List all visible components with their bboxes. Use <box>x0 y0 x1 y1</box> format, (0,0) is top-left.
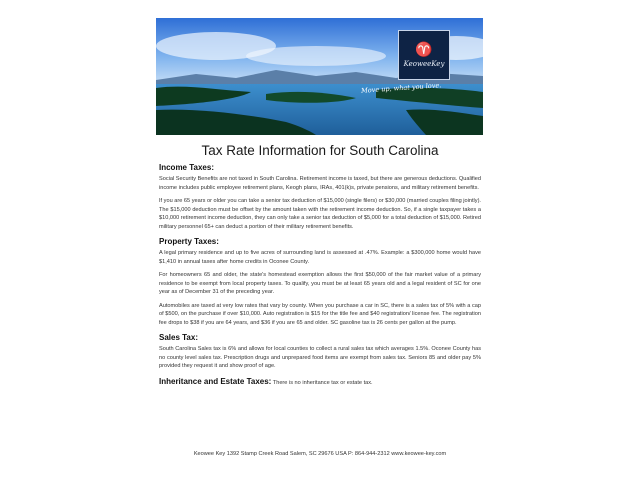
sales-tax-section <box>159 333 481 371</box>
sales-tax-paragraph: South Carolina Sales tax is 6% and allows for local counties to collect a rural sales tax which averages 1.5%. Oconee County has no county level sales tax. Prescription drugs and unprepared food items are exempt from sales tax. Seniors 85 and older pay 5% provided they request it and show proof of age. <box>159 346 481 369</box>
document-body <box>159 163 481 386</box>
income-taxes-paragraph-1: Social Security Benefits are not taxed in South Carolina. Retirement income is taxed, but there are generous deductions. Qualified income includes public employee retirement plans, Keogh plans, IRAs, 401(k)s, private pensions, and military retirement benefits. <box>159 176 481 191</box>
property-taxes-paragraph-2: For homeowners 65 and older, the state's homestead exemption allows the first $50,000 of the fair market value of a primary residence to be exempt from local property taxes. To qualify, you must be at least 65 years old and a legal resident of SC for one year as of December 31 of the preceding year. <box>159 272 481 295</box>
keowee-key-logo <box>398 30 450 80</box>
page-title: Tax Rate Information for South Carolina <box>201 143 439 158</box>
inheritance-text: There is no inheritance tax or estate tax. <box>271 379 373 386</box>
sales-tax-heading: Sales Tax: <box>159 333 198 342</box>
income-taxes-heading: Income Taxes: <box>159 163 214 172</box>
footer-contact: Keowee Key 1392 Stamp Creek Road Salem, SC 29676 USA P: 864-944-2312 www.keowee-key.com <box>193 451 447 457</box>
logo-text: KeoweeKey <box>403 59 445 68</box>
inheritance-heading: Inheritance and Estate Taxes: <box>159 376 272 386</box>
income-taxes-paragraph-2: If you are 65 years or older you can take a senior tax deduction of $15,000 (single filers) or $30,000 (married couples filing jointly). The $15,000 deduction must be offset by the amount taken with the retirement income deduction. So, if a single taxpayer takes a $10,000 retirement income deduction, they can only take a senior tax deduction of $5,000 for a total deduction of $15,000. Retired military personnel 65+ can deduct a portion of their military retirement benefits. <box>159 198 481 230</box>
income-taxes-section <box>159 163 481 231</box>
property-taxes-heading: Property Taxes: <box>159 237 219 246</box>
banner-tagline: Move up, what you love. <box>360 81 442 95</box>
property-taxes-paragraph-3: Automobiles are taxed at very low rates that vary by county. When you purchase a car in SC, there is a sales tax of 5% with a cap of $500, on the purchase if over $10,000. Auto registration is $15 for the title fee and $40 registration/ license fee. The registration fee drops to $38 if you are 64 years, and $36 if you are 65 and older. SC gasoline tax is 26 cents per gallon at the pump. <box>159 302 481 326</box>
logo-mark: ♈ <box>415 41 433 58</box>
property-taxes-paragraph-1: A legal primary residence and up to five acres of surrounding land is assessed at .47%. Example: a $300,000 home would have $1,410 in annual taxes after home credits in Oconee County. <box>159 250 481 265</box>
property-taxes-section <box>159 237 481 327</box>
header-banner-image <box>156 18 483 135</box>
inheritance-estate-taxes <box>159 377 481 386</box>
